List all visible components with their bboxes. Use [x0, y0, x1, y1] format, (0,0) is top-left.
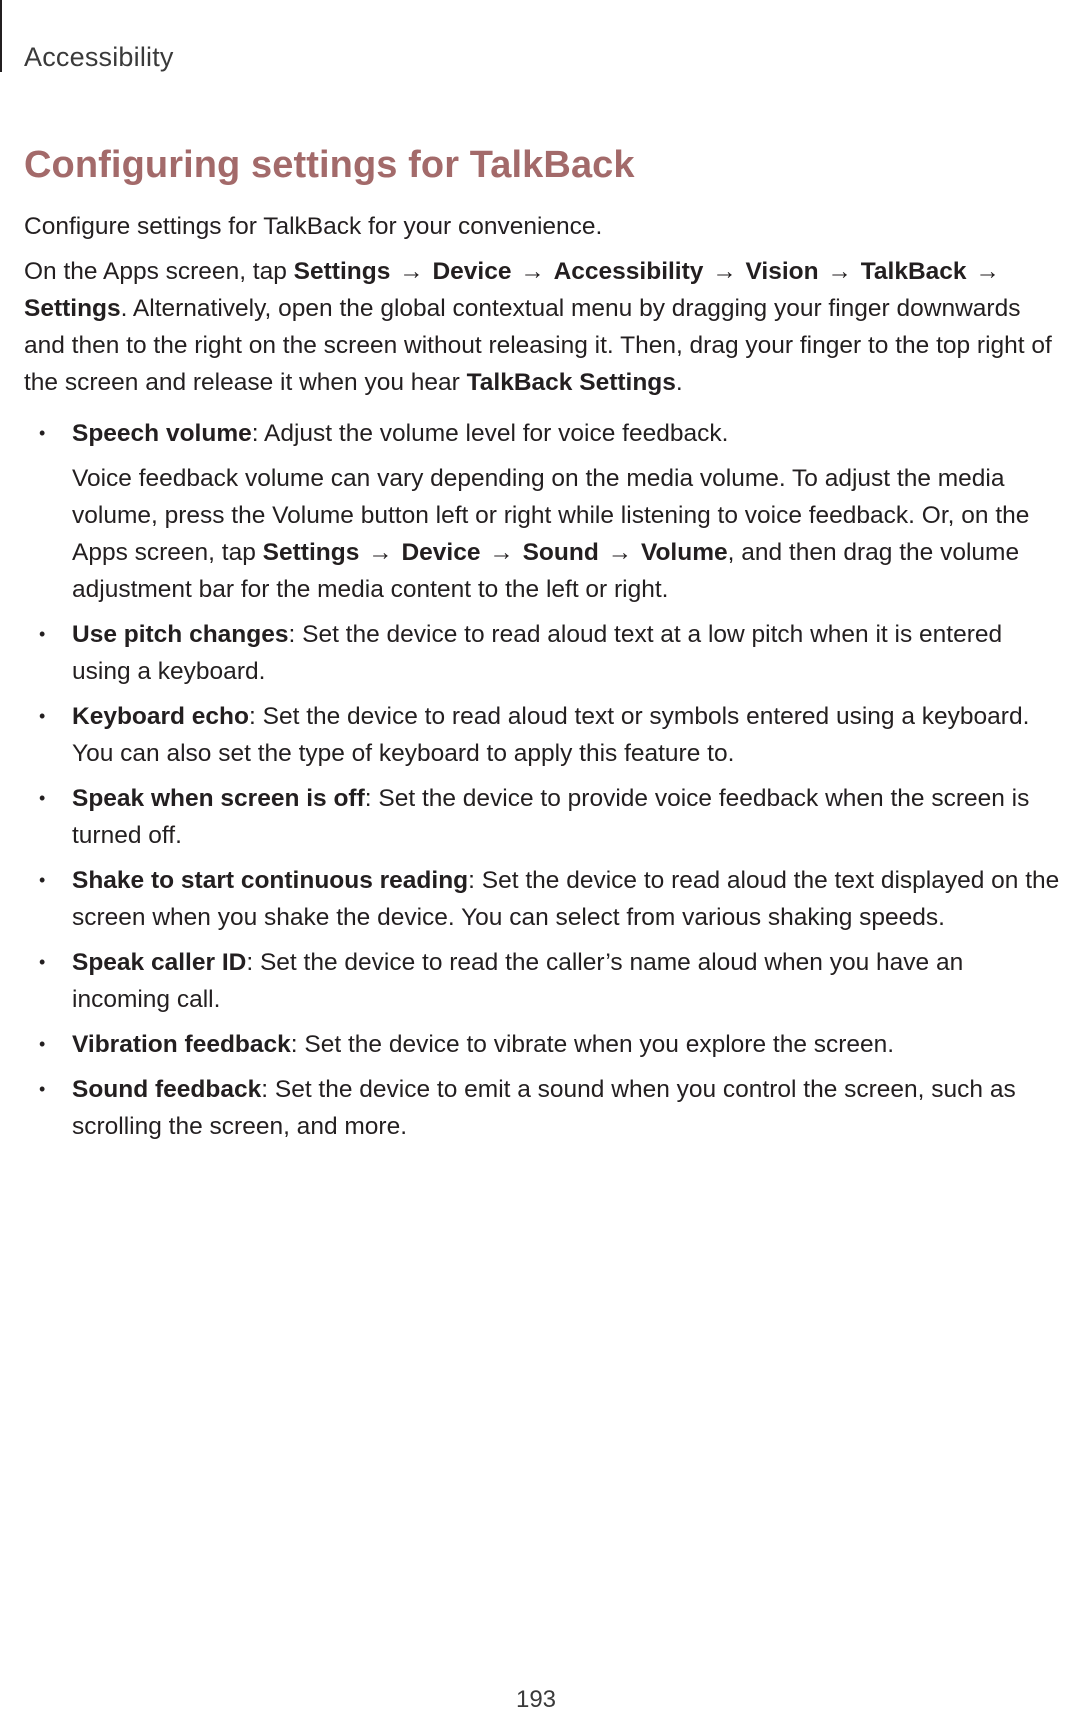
item-description: : Set the device to read aloud the text displayed on the screen when you shake the device. You can select from various shaking speeds. — [72, 867, 1060, 931]
note-suffix: , and then drag the volume adjustment bar for the media content to the left or right. — [72, 539, 1020, 603]
list-item-text — [72, 944, 1064, 1018]
item-term: Keyboard echo — [72, 703, 249, 730]
note-prefix: Voice feedback volume can vary depending on the media volume. To adjust the media volume, press the Volume button left or right while listening to voice feedback. Or, on the Apps screen, tap — [72, 465, 1030, 566]
speech-volume-note — [72, 460, 1064, 608]
note-step-volume: Volume — [640, 539, 728, 566]
list-item-text — [72, 415, 1064, 452]
settings-list — [24, 415, 1064, 1145]
bullet-icon: • — [39, 1079, 46, 1099]
list-item-text — [72, 698, 1064, 772]
list-item-speech-volume — [24, 415, 1064, 608]
item-description: : Adjust the volume level for voice feedback. — [251, 420, 729, 447]
list-item-text — [72, 616, 1064, 690]
item-term: Sound feedback — [72, 1076, 262, 1103]
bullet-icon: • — [39, 423, 46, 443]
item-description: : Set the device to emit a sound when you control the screen, such as scrolling the screen, and more. — [72, 1076, 1016, 1140]
nav-step-settings: Settings — [293, 258, 391, 285]
list-item-shake-to-start — [24, 862, 1064, 936]
arrow-icon: → — [607, 539, 633, 566]
running-header: Accessibility — [24, 42, 174, 72]
arrow-icon: → — [975, 258, 1000, 285]
nav-step-accessibility: Accessibility — [553, 258, 704, 285]
navigation-paragraph — [24, 253, 1064, 401]
item-description: : Set the device to vibrate when you explore the screen. — [290, 1031, 895, 1058]
item-description: : Set the device to provide voice feedback when the screen is turned off. — [72, 785, 1030, 849]
list-item-vibration-feedback — [24, 1026, 1064, 1063]
arrow-icon: → — [520, 258, 545, 285]
note-step-sound: Sound — [522, 539, 599, 566]
bullet-icon: • — [39, 952, 46, 972]
item-description: : Set the device to read aloud text at a low pitch when it is entered using a keyboard. — [72, 621, 1003, 685]
section-title: Configuring settings for TalkBack — [24, 144, 635, 186]
body-content — [24, 208, 1064, 1153]
list-item-speak-caller-id — [24, 944, 1064, 1018]
nav-prefix: On the Apps screen, tap — [24, 258, 294, 285]
nav-step-device: Device — [432, 258, 512, 285]
nav-final-suffix: . — [675, 369, 683, 396]
list-item-use-pitch-changes — [24, 616, 1064, 690]
list-item-speak-when-screen-off — [24, 780, 1064, 854]
nav-step-talkback: TalkBack — [860, 258, 967, 285]
bullet-icon: • — [39, 788, 46, 808]
item-term: Speak when screen is off — [72, 785, 365, 812]
nav-step-settings-final: Settings — [24, 295, 121, 322]
list-item-keyboard-echo — [24, 698, 1064, 772]
nav-step-vision: Vision — [745, 258, 819, 285]
note-step-device: Device — [401, 539, 481, 566]
bullet-icon: • — [39, 1034, 46, 1054]
bullet-icon: • — [39, 624, 46, 644]
bullet-icon: • — [39, 870, 46, 890]
nav-description: . Alternatively, open the global contextual menu by dragging your finger downwards and then to the right on the screen without releasing it. Then, drag your finger to the top right of the screen and release it when you hear — [24, 295, 1052, 396]
list-item-sound-feedback — [24, 1071, 1064, 1145]
arrow-icon: → — [827, 258, 852, 285]
arrow-icon: → — [368, 539, 393, 566]
list-item-text — [72, 780, 1064, 854]
arrow-icon: → — [399, 258, 424, 285]
list-item-text — [72, 1071, 1064, 1145]
arrow-icon: → — [712, 258, 737, 285]
item-term: Shake to start continuous reading — [72, 867, 469, 894]
item-term: Vibration feedback — [72, 1031, 291, 1058]
page-number: 193 — [515, 1686, 557, 1713]
bullet-icon: • — [39, 706, 46, 726]
item-term: Speak caller ID — [72, 949, 247, 976]
list-item-text — [72, 862, 1064, 936]
nav-final-term: TalkBack Settings — [466, 369, 676, 396]
intro-paragraph: Configure settings for TalkBack for your convenience. — [24, 213, 603, 240]
item-description: : Set the device to read the caller’s name aloud when you have an incoming call. — [72, 949, 964, 1013]
arrow-icon: → — [489, 539, 514, 566]
item-description: : Set the device to read aloud text or symbols entered using a keyboard. You can also set the type of keyboard to apply this feature to. — [72, 703, 1030, 767]
list-item-text — [72, 1026, 1064, 1063]
item-term: Use pitch changes — [72, 621, 289, 648]
header-rule — [0, 0, 2, 72]
note-step-settings: Settings — [262, 539, 360, 566]
item-term: Speech volume — [72, 420, 252, 447]
